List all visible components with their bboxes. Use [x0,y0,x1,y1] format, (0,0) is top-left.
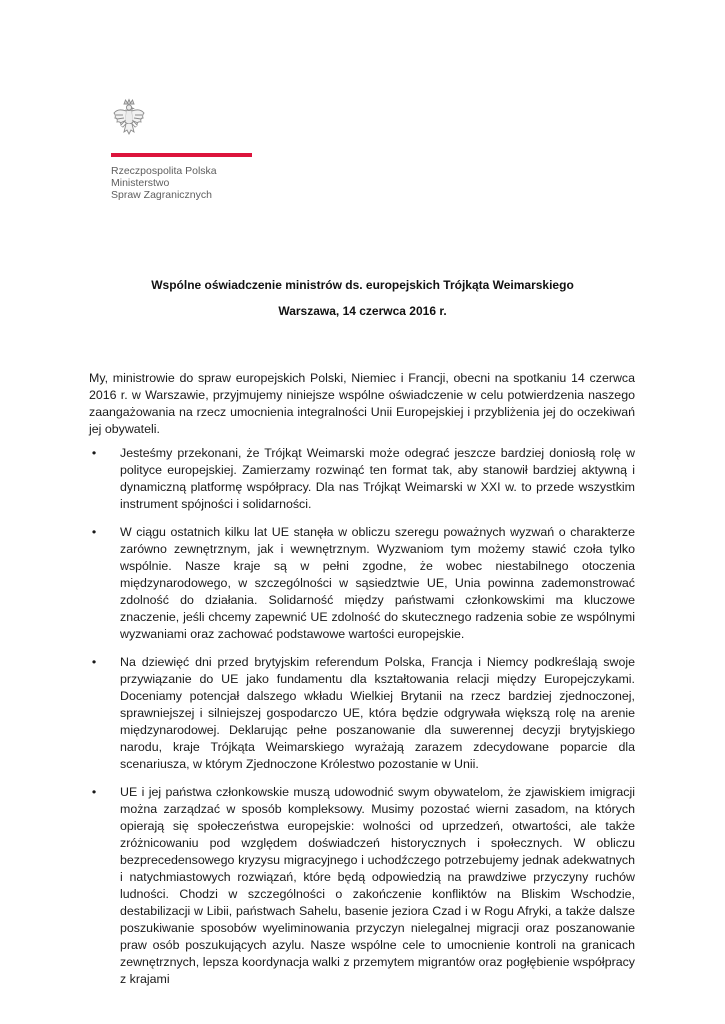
point-text: UE i jej państwa członkowskie muszą udowodnić swym obywatelom, że zjawiskiem imigracji można zarządzać w sposób kompleksowy. Musimy pozostać wierni zasadom, na których opierają się społeczeństwa europejskie: wolności od uprzedzeń, otwartości, ale także zróżnicowaniu pod względem doświadczeń historycznych i społecznych. W obliczu bezprecedensowego kryzysu migracyjnego i uchodźczego potrzebujemy jednak adekwatnych i natychmiastowych rozwiązań, które będą odpowiedzią na prawdziwe przyczyny ruchów ludności. Chodzi w szczególności o zakończenie konfliktów na Bliskim Wschodzie, destabilizacji w Libii, państwach Sahelu, basenie jeziora Czad i w Rogu Afryki, a także dalsze poszukiwanie sposobów wyeliminowania przyczyn nielegalnej migracji oraz poszanowanie praw osób poszukujących azylu. Nasze wspólne cele to umocnienie kontroli na granicach zewnętrznych, lepsza koordynacja walki z przemytem migrantów oraz pogłębienie współpracy z krajami [120,785,635,986]
statement-points [89,445,635,988]
bullet-icon: • [91,655,97,669]
org-line-3: Spraw Zagranicznych [111,189,212,201]
org-line-1: Rzeczpospolita Polska [111,165,217,177]
white-eagle-emblem-icon [112,98,146,140]
document-body [89,370,635,999]
document-place-date: Warszawa, 14 czerwca 2016 r. [278,304,447,318]
document-title: Wspólne oświadczenie ministrów ds. europejskich Trójkąta Weimarskiego [151,278,574,292]
letterhead-red-bar [111,153,252,157]
bullet-icon: • [91,525,97,539]
point-text: W ciągu ostatnich kilku lat UE stanęła w obliczu szeregu poważnych wyzwań o charakterze zarówno zewnętrznym, jak i wewnętrznym. Wyzwaniom tym możemy stawić czoła tylko wspólnie. Nasze kraje są w pełni zgodne, że wobec niestabilnego otoczenia międzynarodowego, w szczególności w sąsiedztwie UE, Unia powinna zademonstrować zdolność do działania. Solidarność między państwami członkowskimi ma kluczowe znaczenie, jeśli chcemy zapewnić UE zdolność do skutecznego radzenia sobie ze wspólnymi wyzwaniami oraz zachować podstawowe wartości europejskie. [120,525,635,641]
bullet-icon: • [91,446,97,460]
point-text: Jesteśmy przekonani, że Trójkąt Weimarski może odegrać jeszcze bardziej doniosłą rolę w polityce europejskiej. Zamierzamy rozwinąć ten format tak, aby stanowił bardziej aktywną i dynamiczną platformę współpracy. Dla nas Trójkąt Weimarski w XXI w. to przede wszystkim instrument spójności i solidarności. [120,446,635,511]
org-line-2: Ministerstwo [111,177,170,189]
list-item [89,654,635,773]
intro-paragraph: My, ministrowie do spraw europejskich Polski, Niemiec i Francji, obecni na spotkaniu 14 czerwca 2016 r. w Warszawie, przyjmujemy niniejsze wspólne oświadczenie w celu potwierdzenia naszego zaangażowania na rzecz umocnienia integralności Unii Europejskiej i przybliżenia jej do oczekiwań jej obywateli. [89,371,635,436]
point-text: Na dziewięć dni przed brytyjskim referendum Polska, Francja i Niemcy podkreślają swoje przywiązanie do UE jako fundamentu dla kształtowania relacji między Europejczykami. Doceniamy potencjał dalszego wkładu Wielkiej Brytanii na rzecz bardziej zjednoczonej, sprawniejszej i silniejszej gospodarczo UE, która będzie odgrywała większą rolę na arenie międzynarodowej. Deklarując pełne poszanowanie dla suwerennej decyzji brytyjskiego narodu, kraje Trójkąta Weimarskiego wyrażają zarazem zdecydowane poparcie dla scenariusza, w którym Zjednoczone Królestwo pozostanie w Unii. [120,655,635,771]
bullet-icon: • [91,785,97,799]
ministry-name [111,165,217,201]
list-item [89,445,635,513]
list-item [89,784,635,988]
list-item [89,524,635,643]
